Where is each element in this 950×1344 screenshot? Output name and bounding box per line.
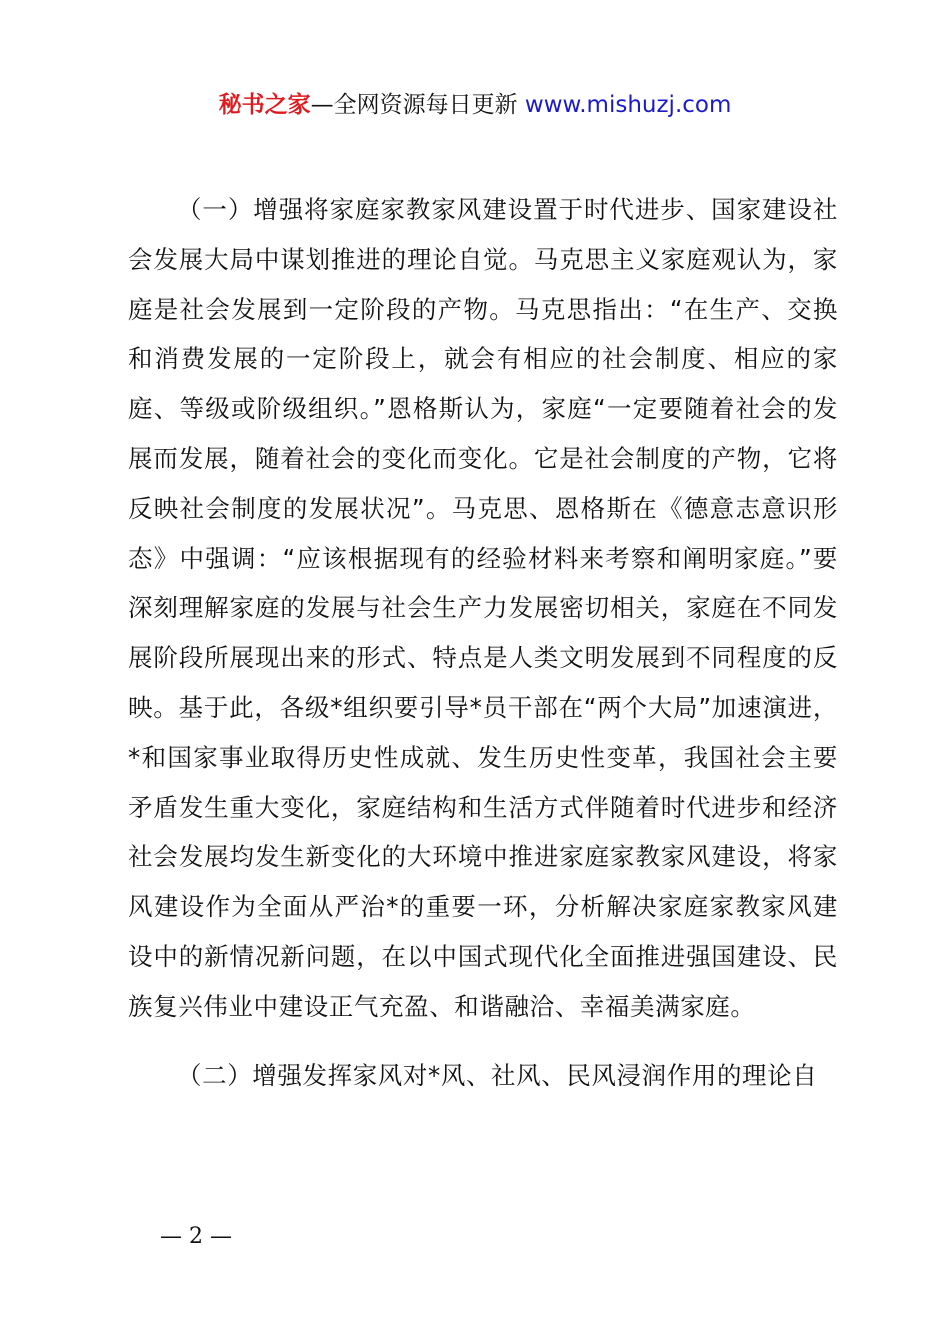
site-url-link[interactable]: www.mishuzj.com	[524, 92, 732, 118]
header-tagline: —全网资源每日更新	[310, 92, 518, 118]
brand-name: 秘书之家	[218, 92, 311, 118]
site-header	[0, 88, 950, 122]
paragraph-1: （一）增强将家庭家教家风建设置于时代进步、国家建设社会发展大局中谋划推进的理论自觉。马克思主义家庭观认为，家庭是社会发展到一定阶段的产物。马克思指出：“在生产、交换和消费发展的一定阶段上，就会有相应的社会制度、相应的家庭、等级或阶级组织。”恩格斯认为，家庭“一定要随着社会的发展而发展，随着社会的变化而变化。它是社会制度的产物，它将反映社会制度的发展状况”。马克思、恩格斯在《德意志意识形态》中强调：“应该根据现有的经验材料来考察和阐明家庭。”要深刻理解家庭的发展与社会生产力发展密切相关，家庭在不同发展阶段所展现出来的形式、特点是人类文明发展到不同程度的反映。基于此，各级*组织要引导*员干部在“两个大局”加速演进，*和国家事业取得历史性成就、发生历史性变革，我国社会主要矛盾发生重大变化，家庭结构和生活方式伴随着时代进步和经济社会发展均发生新变化的大环境中推进家庭家教家风建设，将家风建设作为全面从严治*的重要一环，分析解决家庭家教家风建设中的新情况新问题，在以中国式现代化全面推进强国建设、民族复兴伟业中建设正气充盈、和谐融洽、幸福美满家庭。	[128, 195, 838, 1021]
paragraph-2: （二）增强发挥家风对*风、社风、民风浸润作用的理论自	[177, 1060, 818, 1090]
document-body	[128, 185, 838, 1100]
page-number: — 2 —	[160, 1224, 232, 1249]
